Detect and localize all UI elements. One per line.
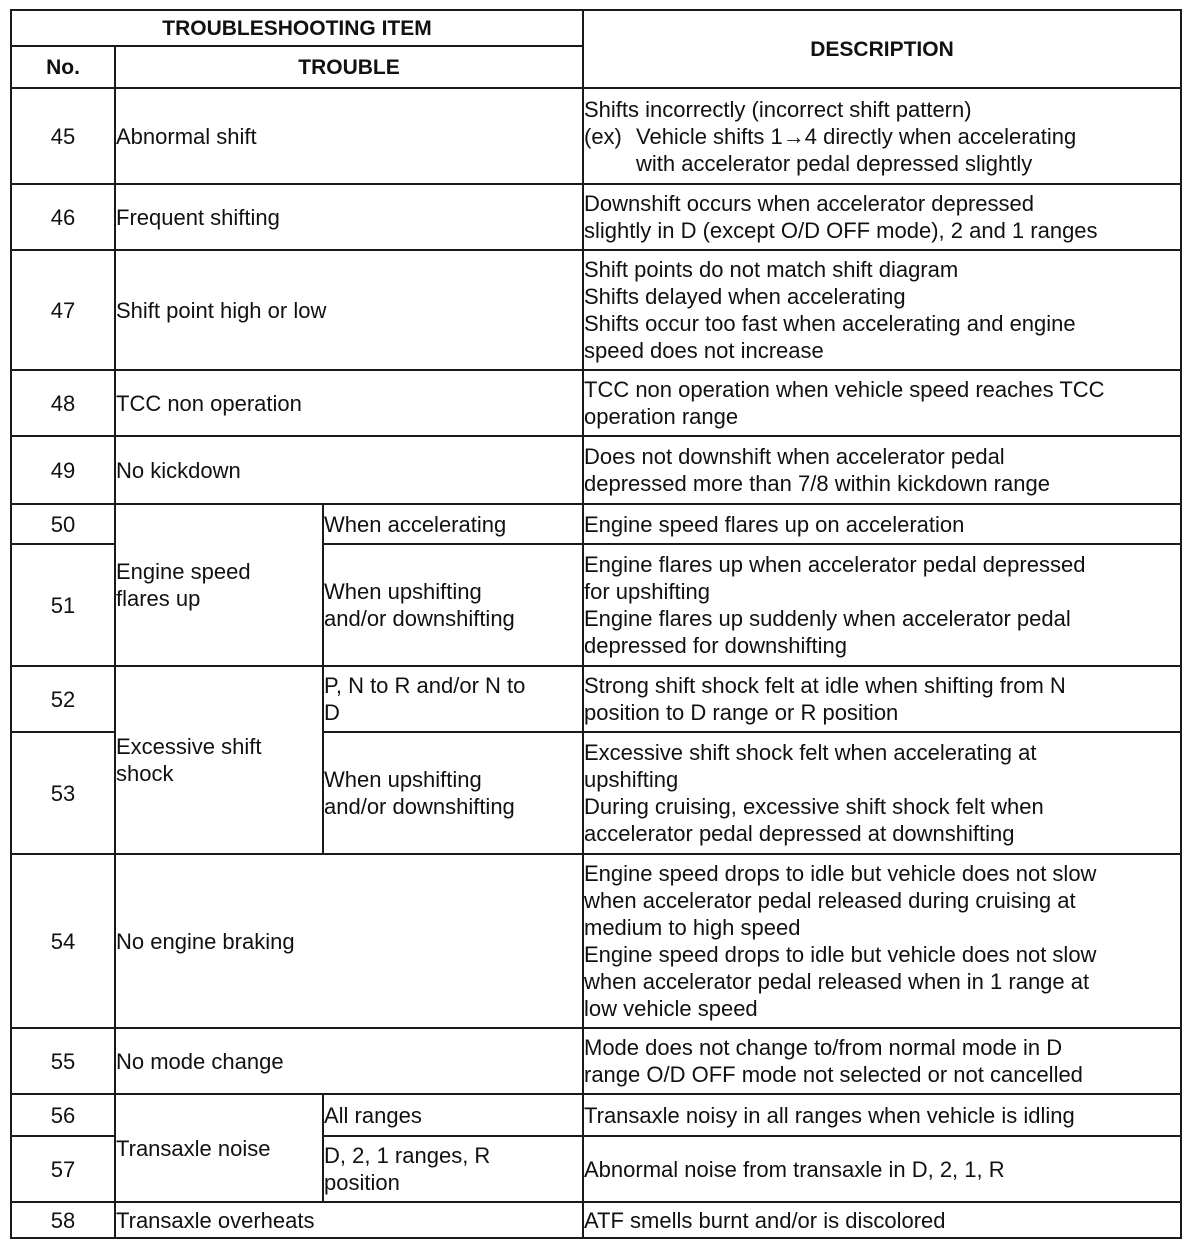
- trouble-line: Transaxle noise: [116, 1135, 271, 1161]
- description-line: During cruising, excessive shift shock felt when: [584, 794, 1044, 819]
- description-line: Downshift occurs when accelerator depressed: [584, 191, 1035, 216]
- description-line: position to D range or R position: [584, 700, 899, 725]
- description-line: upshifting: [584, 767, 679, 792]
- trouble-cell: [115, 504, 323, 666]
- description-line: slightly in D (except O/D OFF mode), 2 and 1 ranges: [584, 218, 1098, 243]
- trouble-cell: No engine braking: [115, 854, 583, 1028]
- description-line: Abnormal noise from transaxle in D, 2, 1, R: [584, 1156, 1005, 1182]
- description-line: Shift points do not match shift diagram: [584, 257, 959, 282]
- condition-line: When upshifting: [324, 767, 482, 792]
- table-row: [11, 504, 1181, 544]
- description-line: depressed more than 7/8 within kickdown range: [584, 471, 1050, 496]
- row-number: 51: [11, 544, 115, 666]
- trouble-cell: [115, 1094, 323, 1202]
- row-number: 50: [11, 504, 115, 544]
- example-line: Vehicle shifts 1→4 directly when accelerating: [636, 123, 1077, 149]
- row-number: 54: [11, 854, 115, 1028]
- example-line: with accelerator pedal depressed slightly: [636, 150, 1033, 176]
- description-cell: [583, 504, 1181, 544]
- condition-line: All ranges: [324, 1102, 422, 1128]
- trouble-cell: Shift point high or low: [115, 250, 583, 370]
- trouble-cell: Frequent shifting: [115, 184, 583, 250]
- trouble-cell: Transaxle overheats: [115, 1202, 583, 1238]
- description-line: depressed for downshifting: [584, 633, 847, 658]
- condition-line: D, 2, 1 ranges, R: [324, 1143, 491, 1168]
- condition-line: When accelerating: [324, 511, 507, 537]
- trouble-header: TROUBLE: [115, 46, 583, 88]
- description-cell: [583, 854, 1181, 1028]
- description-line: Shifts incorrectly (incorrect shift pattern): [584, 96, 972, 122]
- description-line: speed does not increase: [584, 338, 824, 363]
- description-line: accelerator pedal depressed at downshifting: [584, 821, 1015, 846]
- row-number: 45: [11, 88, 115, 184]
- trouble-cell: [115, 666, 323, 854]
- description-cell: [583, 1094, 1181, 1136]
- description-cell: [583, 436, 1181, 504]
- condition-line: P, N to R and/or N to: [324, 673, 526, 698]
- description-cell: [583, 732, 1181, 854]
- description-line: low vehicle speed: [584, 996, 758, 1021]
- description-line: Engine flares up suddenly when accelerator pedal: [584, 606, 1071, 631]
- description-cell: [583, 1202, 1181, 1238]
- description-line: Does not downshift when accelerator pedal: [584, 444, 1005, 469]
- description-line: for upshifting: [584, 579, 710, 604]
- trouble-line: shock: [116, 761, 174, 786]
- condition-line: position: [324, 1170, 400, 1195]
- description-header: DESCRIPTION: [583, 10, 1181, 88]
- trouble-line: Engine speed: [116, 559, 251, 584]
- table-row: [11, 1028, 1181, 1094]
- trouble-cell: No kickdown: [115, 436, 583, 504]
- description-line: ATF smells burnt and/or is discolored: [584, 1207, 946, 1233]
- row-number: 53: [11, 732, 115, 854]
- table-row: [11, 250, 1181, 370]
- header-row-top: [11, 10, 1181, 46]
- condition-cell: [323, 1136, 583, 1202]
- description-line: when accelerator pedal released during cruising at: [584, 888, 1076, 913]
- table-row: [11, 370, 1181, 436]
- table-row: [11, 436, 1181, 504]
- description-line: range O/D OFF mode not selected or not cancelled: [584, 1062, 1083, 1087]
- condition-cell: [323, 504, 583, 544]
- row-number: 55: [11, 1028, 115, 1094]
- table-row: [11, 184, 1181, 250]
- condition-line: When upshifting: [324, 579, 482, 604]
- row-number: 49: [11, 436, 115, 504]
- troubleshooting-item-header: TROUBLESHOOTING ITEM: [11, 10, 583, 46]
- table-row: [11, 1094, 1181, 1136]
- description-cell: [583, 1136, 1181, 1202]
- example-block: [584, 123, 1180, 177]
- description-line: Excessive shift shock felt when accelerating at: [584, 740, 1037, 765]
- description-line: Mode does not change to/from normal mode in D: [584, 1035, 1063, 1060]
- row-number: 58: [11, 1202, 115, 1238]
- description-line: Engine speed drops to idle but vehicle does not slow: [584, 942, 1097, 967]
- description-cell: [583, 88, 1181, 184]
- row-number: 56: [11, 1094, 115, 1136]
- description-line: Transaxle noisy in all ranges when vehicle is idling: [584, 1102, 1075, 1128]
- description-line: Engine speed drops to idle but vehicle does not slow: [584, 861, 1097, 886]
- row-number: 46: [11, 184, 115, 250]
- condition-line: and/or downshifting: [324, 794, 515, 819]
- description-line: Engine flares up when accelerator pedal depressed: [584, 552, 1086, 577]
- table-row: [11, 88, 1181, 184]
- row-number: 52: [11, 666, 115, 732]
- description-line: Shifts occur too fast when accelerating and engine: [584, 311, 1076, 336]
- description-line: when accelerator pedal released when in 1 range at: [584, 969, 1090, 994]
- description-line: Engine speed flares up on acceleration: [584, 511, 965, 537]
- condition-cell: [323, 1094, 583, 1136]
- description-line: operation range: [584, 404, 739, 429]
- condition-cell: [323, 666, 583, 732]
- description-line: medium to high speed: [584, 915, 801, 940]
- trouble-cell: TCC non operation: [115, 370, 583, 436]
- trouble-line: Excessive shift: [116, 734, 262, 759]
- condition-cell: [323, 544, 583, 666]
- description-cell: [583, 544, 1181, 666]
- description-line: Strong shift shock felt at idle when shifting from N: [584, 673, 1066, 698]
- no-header: No.: [11, 46, 115, 88]
- description-cell: [583, 370, 1181, 436]
- row-number: 47: [11, 250, 115, 370]
- condition-line: D: [324, 700, 340, 725]
- trouble-line: flares up: [116, 586, 201, 611]
- table-row: [11, 666, 1181, 732]
- description-cell: [583, 1028, 1181, 1094]
- condition-line: and/or downshifting: [324, 606, 515, 631]
- row-number: 57: [11, 1136, 115, 1202]
- trouble-cell: Abnormal shift: [115, 88, 583, 184]
- row-number: 48: [11, 370, 115, 436]
- table-row: [11, 1202, 1181, 1238]
- table-row: [11, 854, 1181, 1028]
- troubleshooting-table: [10, 9, 1182, 1239]
- condition-cell: [323, 732, 583, 854]
- description-cell: [583, 250, 1181, 370]
- description-line: TCC non operation when vehicle speed reaches TCC: [584, 377, 1105, 402]
- trouble-cell: No mode change: [115, 1028, 583, 1094]
- example-tag: (ex): [584, 123, 622, 149]
- description-cell: [583, 184, 1181, 250]
- description-line: Shifts delayed when accelerating: [584, 284, 906, 309]
- description-cell: [583, 666, 1181, 732]
